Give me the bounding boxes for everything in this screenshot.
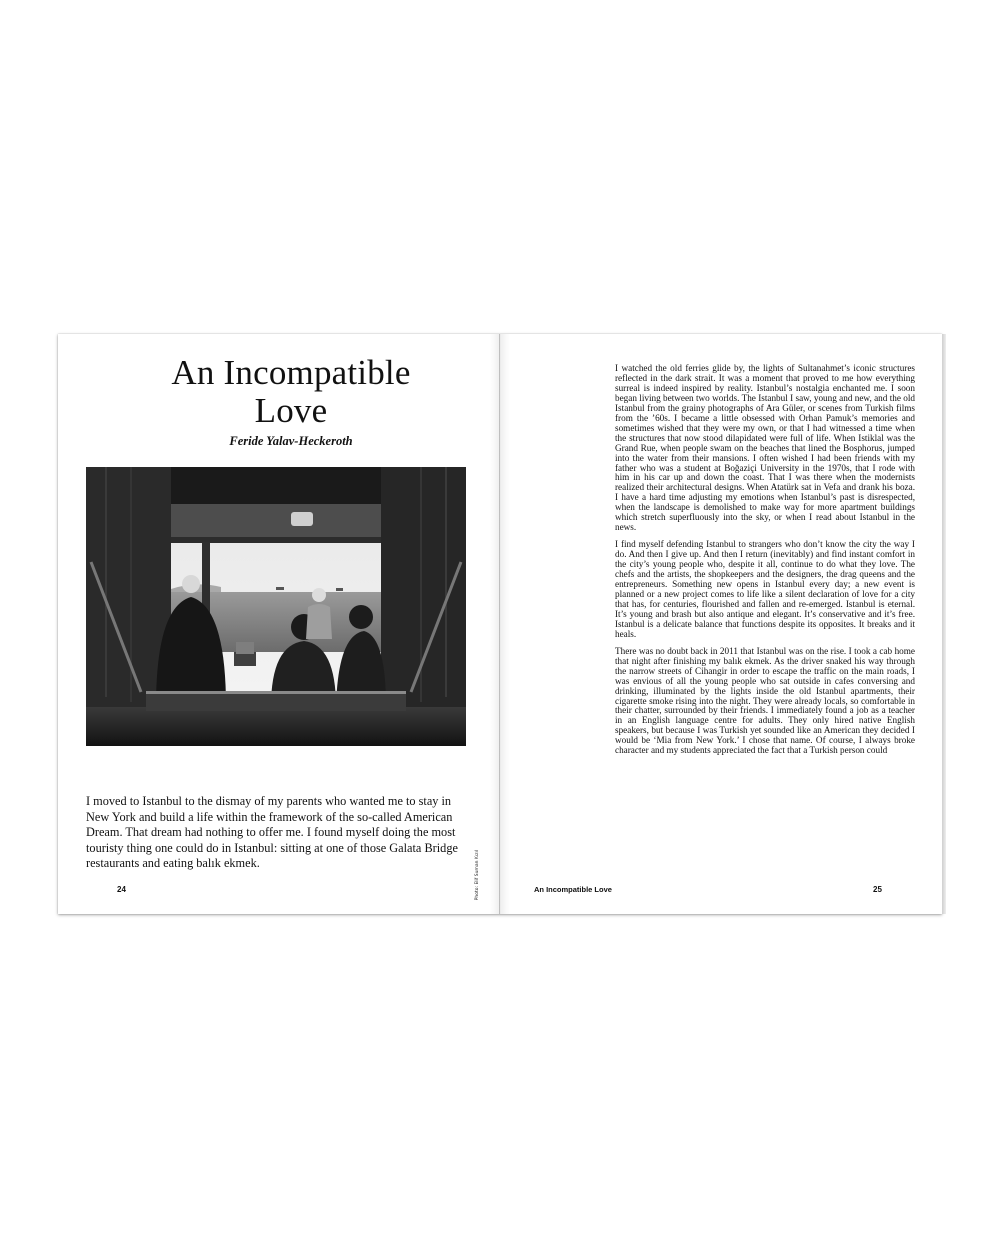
photo-credit: Photo: Elif Suman Kızıl	[475, 850, 480, 901]
book-spread	[58, 334, 942, 914]
ferry-photo-illustration	[86, 467, 466, 746]
body-text-column	[615, 364, 915, 763]
running-head: An Incompatible Love	[534, 885, 612, 894]
article-photo	[86, 467, 466, 746]
page-number-right: 25	[873, 885, 882, 894]
author-byline: Feride Yalav-Heckeroth	[229, 434, 353, 448]
body-paragraph: There was no doubt back in 2011 that Istanbul was on the rise. I took a cab home that night after finishing my balık ekmek. As the driver snaked his way through the narrow streets of Cihangir in order to escape the traffic on the main roads, I was envious of all the young people who sat outside in cafes conversing and drinking, illuminated by the lights inside the old Istanbul apartments, their cigarette smoke rising into the night. They were already locals, so comfortable in their chatter, surrounded by their friends. I immediately found a job as a teacher in an English language centre for adults. They only hired native English speakers, but because I was Turkish yet sounded like an American they decided I would be ‘Mia from New York.’ I chose that name. Of course, I always broke character and my students appreciated the fact that a Turkish person could	[615, 645, 915, 756]
body-paragraph: I find myself defending Istanbul to strangers who don’t know the city the way I do. And then I give up. And then I return (inevitably) and find instant comfort in the city’s young people who, despite it all, continue to do what they love. The chefs and the artists, the shopkeepers and the designers, the drag queens and the entrepreneurs. Something new opens in Istanbul every day; a new event is planned or a new project comes to life like a silent declaration of love for a city that has, for centuries, flourished and fallen and re-emerged. Istanbul is eternal. It’s young and brash but also antique and elegant. It’s conservative and it’s free. Istanbul is a delicate balance that functions despite its opposites. It breaks and it heals.	[615, 539, 915, 639]
title-line-2: Love	[254, 391, 328, 430]
body-paragraph: I watched the old ferries glide by, the lights of Sultanahmet’s iconic structures reflected in the dark strait. It was a moment that proved to me how everything surreal is indeed inspired by reality. Istanbul’s nostalgia enchanted me. I soon began living between two worlds. The Istanbul I saw, young and new, and the old Istanbul from the grainy photographs of Ara Güler, or scenes from Turkish films from the ’60s. I became a little obsessed with Orhan Pamuk’s memories and sometimes wished that they were my own, or that I had witnessed a time when the structures that now stood dilapidated were full of life. When Istiklal was the Grand Rue, when people swam on the beaches that lined the Bosphorus, jumped into the water from their mansions. I often wished I had been friends with my father who was a student at Boğaziçi University in the 1970s, that I rode with him in his car up and down the coast. That I was there when the modernists realized their architectural designs. When Atatürk sat in Vefa and drank his boza. I have a hard time adjusting my emotions when Istanbul’s past is disrespected, when the landscape is demolished to make way for more apartment buildings which stretch superfluously into the sky, or when I read about Istanbul in the news.	[615, 363, 915, 533]
article-title	[58, 354, 524, 430]
page-edge	[942, 334, 946, 914]
page-number-left: 24	[117, 885, 126, 894]
title-line-1: An Incompatible	[171, 353, 411, 392]
left-page	[58, 334, 500, 914]
right-page	[500, 334, 942, 914]
intro-paragraph: I moved to Istanbul to the dismay of my parents who wanted me to stay in New York and build a life within the framework of the so-called American Dream. That dream had nothing to offer me. I found myself doing the most touristy thing one could do in Istanbul: sitting at one of those Galata Bridge restaurants and eating balık ekmek.	[86, 794, 458, 871]
